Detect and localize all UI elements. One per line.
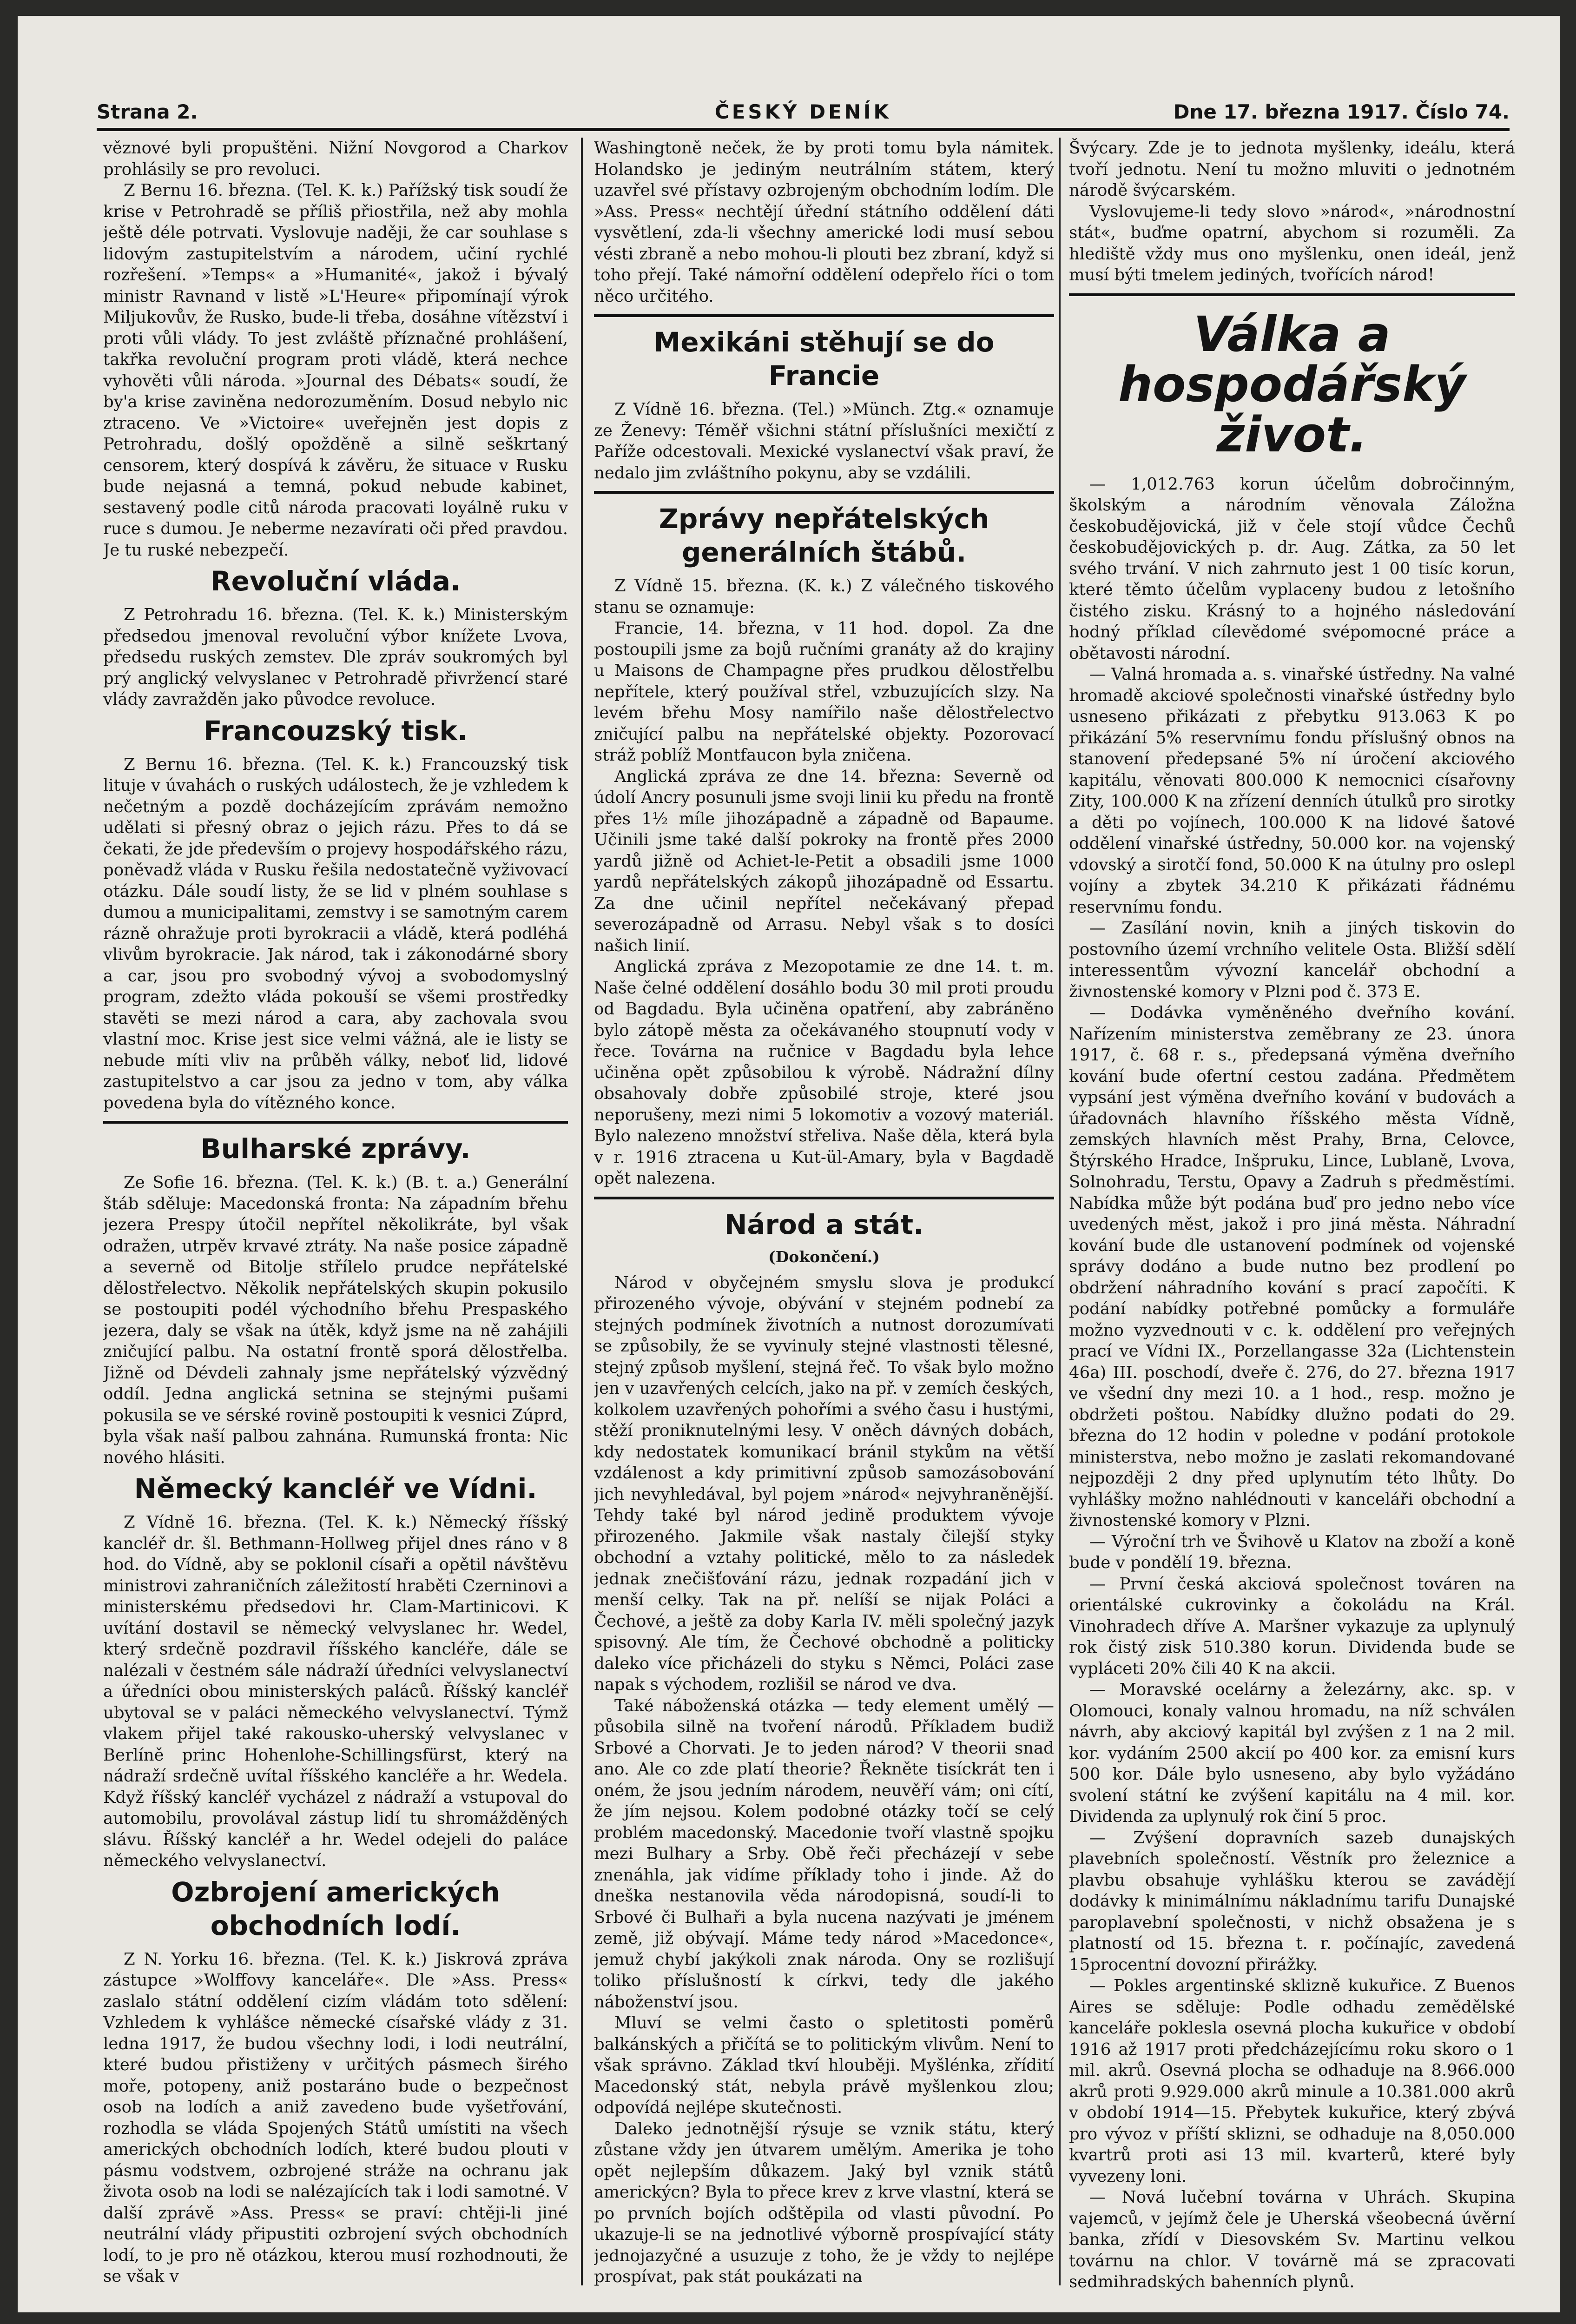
article-heading: Francouzský tisk. xyxy=(203,715,468,747)
news-item: — Zvýšení dopravních sazeb dunajských plavebních společností. Věstník pro železnice a plavbu obsahuje vyhlášku kterou se zavádějí dodávky k minimálnímu nákladnímu tarifu Dunajské paroplavební společnosti, v nichž obsažena je s platností od 15. března t. r. počínajíc, zavedená 15procentní dovozní přirážky. xyxy=(1069,1828,1515,1974)
column-2 xyxy=(594,138,1054,2295)
article-paragraph: Švýcary. Zde je to jednota myšlenky, ideálu, která tvoří jednotu. Není tu možno mluviti o jednotném národě švýcarském. xyxy=(1069,139,1515,200)
article-heading: Německý kancléř ve Vídni. xyxy=(134,1473,537,1504)
article-paragraph: věznové byli propuštěni. Nižní Novgorod a Charkov prohlásily se pro revoluci. xyxy=(103,139,568,179)
article-heading: Revoluční vláda. xyxy=(210,565,461,597)
article-paragraph: Washingtoně neček, že by proti tomu byla námitek. Holandsko je jediným neutrálním státem, který uzavřel své přístavy ozbrojeným obchodním lodím. Dle »Ass. Press« nechtějí úřední státního oddělení dáti vysvětlení, zda-li všechny americké lodi musí sebou vésti zbraně a nebo mohou-li plouti bez zbraní, když si toho přejí. Také námořní oddělení odepřelo říci o tom něco určitého. xyxy=(594,139,1054,306)
news-item: — Výroční trh ve Švihově u Klatov na zboží a koně bude v pondělí 19. března. xyxy=(1069,1532,1515,1572)
newspaper-page xyxy=(18,16,1560,2312)
article-heading: Ozbrojení amerických obchodních lodí. xyxy=(171,1876,500,1941)
news-item: — Pokles argentinské sklizně kukuřice. Z Buenos Aires se sděluje: Podle odhadu zemědělské kanceláře poklesla osevná plocha kukuřice v období 1916 až 1917 proti předcházejícímu roku skoro o 1 mil. akrů. Osevná plocha se odhaduje na 8.966.000 akrů proti 9.929.000 akrů minule a 10.381.000 akrů v období 1914—15. Přebytek kukuřice, který zbývá pro vývoz v příští sklizni, se odhaduje na 8,050.000 kvartrů proti asi 13 mil. kvarterů, které byly vyvezeny loni. xyxy=(1069,1976,1515,2186)
news-item: — Valná hromada a. s. vinařské ústředny. Na valné hromadě akciové společnosti vinařské ústředny bylo usneseno přikázati z přebytku 913.063 K po přikázání 5% reservnímu fondu příslušný obnos na stanovení předepsané 5% ní úročení akciového kapitálu, věnovati 800.000 K nemocnici císařovny Zity, 100.000 K na zřízení denních útulků pro sirotky a děti po vojínech, 100.000 K na lidové šatové oddělení vinařské ústředny, 50.000 kor. na vojenský vdovský a sirotčí fond, 50.000 K na útulny pro oslepl vojíny a zbytek 34.210 K přikázati řádnému reservnímu fondu. xyxy=(1069,665,1515,917)
column-1 xyxy=(103,138,568,2295)
article-paragraph: Francie, 14. března, v 11 hod. dopol. Za dne postoupili jsme za bojů ručními granáty až do krajiny u Maisons de Champagne přes prudkou dělostřelbu nepřítele, který používal střel, vzbuzujících slzy. Na levém břehu Mosy namířilo naše dělostřelectvo zničující palbu na nepřátelské objekty. Pozorovací stráž poblíž Montfaucon byla zničena. xyxy=(594,619,1054,765)
section-rule xyxy=(1069,293,1515,296)
article-heading: Národ a stát. xyxy=(724,1208,924,1240)
newspaper-title: ČESKÝ DENÍK xyxy=(714,100,892,123)
article-paragraph: Z Bernu 16. března. (Tel. K. k.) Francouzský tisk lituje v úvahách o ruských událostech, že je vzhledem k nečetným a pozdě docházejícím zprávám nemožno udělati si přesný obraz o jejich rázu. Přes to dá se čekati, že jde především o projevy hospodářského rázu, poněvadž vláda v Rusku řešila nedostatečně vyživovací otázku. Dále soudí listy, že se lid v plném souhlase s dumou a municipalitami, zemstvy i se samotným carem rázně ohražuje proti byrokracii a vládě, která podléhá vlivům byrokracie. Jak národ, tak i zákonodárné sbory a car, jsou pro svobodný vývoj a svobodomyslný program, zdežto vláda pokouší se všemi prostředky stavěti se mezi národ a cara, aby zachovala svou vlastní moc. Krise jest sice velmi vážná, ale ie listy se nebude míti vliv na průběh války, neboť lid, lidové zastupitelstvo a car jsou za jedno v tom, aby válka povedena byla do vítězného konce. xyxy=(103,755,568,1112)
article-paragraph: Daleko jednotnější rýsuje se vznik státu, který zůstane vždy jen útvarem umělým. Amerika je toho opět nejlepším důkazem. Jaký byl vznik států americkýcn? Byla to přece krev z krve vlastní, která se po prvních bojích odštěpila od vlasti původní. Po ukazuje-li se na jednotlivé výborně prospívající státy jednojazyčné a usuzuje z toho, že je vždy to nejlépe prospívat, pak stát poukázati na xyxy=(594,2119,1054,2286)
article-paragraph: Vyslovujeme-li tedy slovo »národ«, »národnostní stát«, buďme opatrní, abychom si rozuměli. Za hlediště vždy mus ono myšlenku, onen ideál, jenž musí býti tmelem jediných, tvořících národ! xyxy=(1069,202,1515,285)
news-item: — Zasílání novin, knih a jiných tiskovin do postovního území vrchního velitele Osta. Bližší sdělí interessentům vývozní kancelář obchodní a živnostenské komory v Plzni pod č. 373 E. xyxy=(1069,919,1515,1001)
page-header xyxy=(97,94,1510,131)
article-heading: Mexikáni stěhují se do Francie xyxy=(653,326,995,391)
article-paragraph: Z Vídně 15. března. (K. k.) Z válečného tiskového stanu se oznamuje: xyxy=(594,576,1054,617)
article-paragraph: Ze Sofie 16. března. (Tel. K. k.) (B. t. a.) Generální štáb sděluje: Macedonská fronta: Na západním břehu jezera Prespy útočil nepřítel několikráte, byl však odražen, utrpěv krvavé ztráty. Na naše posice západně a severně od Bitolje střílelo prudce nepřátelské dělostřelectvo. Několik nepřátelských skupin pokusilo se postoupiti podél východního břehu Prespaského jezera, daly se však na útěk, když jsme na ně zahájili zničující palbu. Na ostatní frontě sporá dělostřelba. Jižně od Dévdeli zahnaly jsme nepřátelský výzvědný oddíl. Jedna anglická setnina se stejnými pušami pokusila se ve sérské rovině postoupiti k vesnici Zúprd, byla však naší palbou zahnána. Rumunská fronta: Nic nového hlásiti. xyxy=(103,1173,568,1467)
article-paragraph: Z Petrohradu 16. března. (Tel. K. k.) Ministerským předsedou jmenoval revoluční výbor knížete Lvova, předsedu ruských zemstev. Dle zpráv soukromých byl prý anglický velvyslanec v Petrohradě přivržencí staré vlády zavražděn jako původce revoluce. xyxy=(103,605,568,709)
news-item: — Dodávka vyměněného dveřního kování. Nařízením ministerstva zeměbrany ze 23. února 1917, č. 68 r. s., předepsaná výměna dveřního kování bude ofertní cestou zadána. Předmětem vypsání jest výměna dveřního kování v budovách a úřadovnách hlavního říšského města Vídně, zemských hlavních měst Prahy, Brna, Celovce, Štýrského Hradce, Inšpruku, Lince, Lublaně, Lvova, Solnohradu, Terstu, Opavy a Zadruh s předměstími. Nabídka může být podána buď pro jedno nebo více uvedených měst, jakož i pro jiná města. Náhradní kování bude dle ustanovení podmínek od vojenské správy dodáno a bude nutno bez prodlení po obdržení náhradního kování s prací započíti. K podání nabídky potřebné pomůcky a formuláře možno vyzvednouti v c. k. oddělení pro veřejných prací ve Vídni IX., Porzellangasse 32a (Lichtenstein 46a) III. poschodí, dveře č. 276, do 27. března 1917 ve všední dny mezi 10. a 1 hod., resp. možno je obdržeti poštou. Nabídky dlužno podati do 29. března do 12 hodin v poledne v podání protokole ministerstva, nebo možno je zaslati rekomandované nejpozději 2 dny před uplynutím této lhůty. Do vyhlášky možno nahlédnouti v kanceláři obchodní a živnostenské komory v Plzni. xyxy=(1069,1003,1515,1530)
section-heading: Válka a hospodářský život. xyxy=(1118,305,1466,463)
page-number: Strana 2. xyxy=(97,100,198,123)
article-paragraph: Anglická zpráva ze dne 14. března: Severně od údolí Ancry posunuli jsme svoji linii ku předu na frontě přes 1½ míle jihozápadně a západně od Bapaume. Učinili jsme také další pokroky na frontě přes 2000 yardů jižně od Achiet-le-Petit a obsadili jsme 1000 yardů nepřátelských zákopů jihozápadně od Essartu. Za dne učinil nepřítel nečekávaný přepad severozápadně od Arrasu. Nebyl však s to dosíci našich linií. xyxy=(594,767,1054,955)
news-item: — První česká akciová společnost továren na orientálské cukrovinky a čokoládu na Král. Vinohradech dříve A. Maršner vykazuje za uplynulý rok čistý zisk 510.380 korun. Dividenda bude se vypláceti 20% čili 40 K na akcii. xyxy=(1069,1574,1515,1678)
news-item: — 1,012.763 korun účelům dobročinným, školským a národním věnovala Záložna českobudějovická, již v čele stojí vůdce Čechů českobudějovických p. dr. Aug. Zátka, za 50 let svého trvání. V nich zahrnuto jest 1 00 tisíc korun, které těmto účelům vyplaceny budou z letošního čistého zisku. Krásný to a hojného následování hodný příklad cílevědomé svépomocné práce a obětavosti národní. xyxy=(1069,474,1515,663)
column-divider xyxy=(581,138,583,2285)
section-rule xyxy=(594,1197,1054,1199)
article-paragraph: Národ v obyčejném smyslu slova je produkcí přirozeného vývoje, obývání v stejném podnebí za stejných podmínek životních a nutnost dorozumívati se způsobily, že se vyvinuly stejné vlastnosti tělesné, stejný způsob myšlení, stejná řeč. To však bylo možno jen v uzavřených celcích, jako na př. v zemích českých, kolkolem uzavřených pohořími a svého času i hustými, stěží proniknutelnými lesy. V oněch dávných dobách, kdy nedostatek komunikací bránil stykům na větší vzdálenost a kdy primitivní způsob samozásobování jich nevyhledával, byl pojem »národ« nejvyhraněnější. Tehdy také byl národ jedině produktem vývoje přirozeného. Jakmile však nastaly čilejší styky obchodní a vztahy politické, mělo to za následek jednak znečišťování rázu, jednak rozpadání jich v menší celky. Tak na př. nelíší se nijak Poláci a Čechové, a ještě za doby Karla IV. měli společný jazyk spisovný. Ale tím, že Čechové obchodně a politicky daleko více přicházeli do styku s Němci, Poláci zase napak s východem, rozlišil se národ ve dva. xyxy=(594,1273,1054,1694)
date-and-issue: Dne 17. března 1917. Číslo 74. xyxy=(1173,100,1510,123)
article-paragraph: Z Vídně 16. března. (Tel.) »Münch. Ztg.« oznamuje ze Ženevy: Téměř všichni státní příslušníci mexičtí z Paříže odcestovali. Mexické vyslanectví však praví, že nedalo jim zvláštního pokynu, aby se vzdálili. xyxy=(594,400,1054,483)
article-paragraph: Z N. Yorku 16. března. (Tel. K. k.) Jiskrová zpráva zástupce »Wolffovy kanceláře«. Dle »Ass. Press« zaslalo státní oddělení cizím vládám toto sdělení: Vzhledem k vyhlášce německé císařské vlády z 31. ledna 1917, že budou všechny lodi, i lodi neutrální, které budou přistiženy v určitých pásmech širého moře, potopeny, aniž postaráno bude o bezpečnost osob na lodích a aniž zavedeno bude vyšetřování, rozhodla se vláda Spojených Států umístiti na všech amerických obchodních lodích, které budou plouti v pásmu vodstvem, ozbrojené stráže na ochranu jak života osob na lodi se nalézajících tak i lodi samotné. V další zprávě »Ass. Press« se praví: chtěji-li jiné neutrální vlády připustiti ozbrojení svých obchodních lodí, to je pro ně otázkou, kterou musí rozhodnouti, že se však v xyxy=(103,1949,568,2286)
column-3 xyxy=(1069,138,1515,2295)
article-paragraph: Anglická zpráva z Mezopotamie ze dne 14. t. m. Naše čelné oddělení dosáhlo bodu 30 mil proti proudu od Bagdadu. Byla učiněna opatření, aby zabráněno bylo zátopě města za očekávaného stoupnutí vody v řece. Továrna na ručnice v Bagdadu byla lehce učiněna opět způsobilou k výrobě. Nádražní dílny obsahovaly dobře způsobilé stroje, které jsou neporušeny, mezi nimi 5 lokomotiv a vozový materiál. Bylo nalezeno množství střeliva. Naše děla, která byla v r. 1916 ztracena u Kut-ül-Amary, byla v Bagdadě opět nalezena. xyxy=(594,957,1054,1188)
article-paragraph: Z Vídně 16. března. (Tel. K. k.) Německý říšský kancléř dr. šl. Bethmann-Hollweg přijel dnes ráno v 8 hod. do Vídně, aby se poklonil císaři a opětil návštěvu ministrovi zahraničních záležitostí hraběti Czerninovi a ministerskému předsedovi hr. Clam-Martinicovi. K uvítání dostavil se německý velvyslanec hr. Wedel, který srdečně pozdravil říšského kancléře, dále se nalézali v čestném sále nádraží úředníci velvyslanectví a úředníci obou ministerských paláců. Říšský kancléř ubytoval se v paláci německého velvyslanectví. Týmž vlakem přijel také rakousko-uherský velvyslanec v Berlíně princ Hohenlohe-Schillingsfürst, který na nádraží srdečně uvítal říšského kancléře a hr. Wedela. Když říšský kancléř vycházel z nádraží a vstupoval do automobilu, provolával zástup lidí tu shromážděných slávu. Říšský kancléř a hr. Wedel odejeli do paláce německého velvyslanectví. xyxy=(103,1513,568,1870)
article-paragraph: Také náboženská otázka — tedy element umělý — působila silně na tvoření národů. Příkladem budiž Srbové a Chorvati. Je to jeden národ? V theorii snad ano. Ale co zde platí theorie? Řekněte tisíckrát ten i oném, že jsou jedním národem, neuvěří vám; oni cítí, že jím nejsou. Kolem podobné otázky točí se celý problém macedonský. Macedonie tvoří vlastně spojku mezi Bulhary a Srby. Obě řeči přecházejí v sebe znenáhla, jak vidíme příklady toho i jinde. Až do dneška nestanovila věda národopisná, soudí-li to Srbové či Bulhaři a byla nucena nazývati je jménem země, již obývají. Máme tedy národ »Macedonce«, jemuž chybí jakýkoli znak národa. Ony se rozlišují toliko příslušností k církvi, tedy dle jakého náboženství jsou. xyxy=(594,1696,1054,2012)
news-item: — Nová lučební továrna v Uhrách. Skupina vajemců, v jejímž čele je Uherská všeobecná úvěrní banka, zřídí v Diesovském Sv. Martinu velkou továrnu na chlor. V továrně má se zpracovati sedmihradských bahenních plynů. xyxy=(1069,2188,1515,2291)
article-subheading: (Dokončení.) xyxy=(768,1247,880,1266)
section-rule xyxy=(594,314,1054,317)
article-paragraph: Mluví se velmi často o spletitosti poměrů balkánských a přičítá se to politickým vlivům. Není to však správno. Základ tkví hlouběji. Myšlénka, zřídití Macedonský stát, nebyla právě myšlenkou zlou; odpovídá nejlépe skutečnosti. xyxy=(594,2013,1054,2117)
section-rule xyxy=(594,491,1054,494)
section-rule xyxy=(103,1121,568,1124)
news-item: — Moravské ocelárny a železárny, akc. sp. v Olomouci, konaly valnou hromadu, na níž schválen návrh, aby akciový kapitál byl zvýšen z 1 na 2 mil. kor. vydáním 2500 akcií po 400 kor. za emisní kurs 500 kor. Dále bylo usneseno, aby bylo vyžádáno svolení státní ke zvýšení kapitálu na 4 mil. kor. Dividenda za uplynulý rok činí 5 proc. xyxy=(1069,1680,1515,1826)
article-heading: Bulharské zprávy. xyxy=(200,1133,471,1165)
article-paragraph: Z Bernu 16. března. (Tel. K. k.) Pařížský tisk soudí že krise v Petrohradě se příliš přiostřila, než aby mohla ještě déle potrvati. Vyslovuje naději, že car souhlase s lidovým zastupitelstvím a národem, učiní rychlé rozřešení. »Temps« a »Humanité«, jakož i bývalý ministr Ravnand v listě »L'Heure« připomínají výrok Miljukovův, že Rusko, bude-li třeba, dosáhne vítězství i proti vůli vlády. To jest zvláště příznačné prohlášení, takřka revoluční program proti vládě, která nechce vyhověti vůli národa. »Journal des Débats« soudí, že by'a krise zaviněna nedorozuměním. Dosud nebylo nic ztraceno. Ve »Victoire« uveřejněn jest dopis z Petrohradu, došlý opožděně a silně seškrtaný censorem, který dospívá k závěru, že situace v Rusku bude nejasná a temná, pokud nebude kabinet, sestavený podle citů národa pracovati loyálně ruku v ruce s dumou. Je neberme nezavírati oči před pravdou. Je tu ruské nebezpečí. xyxy=(103,181,568,560)
article-heading: Zprávy nepřátelských generálních štábů. xyxy=(659,503,989,568)
column-divider xyxy=(1059,138,1061,2285)
